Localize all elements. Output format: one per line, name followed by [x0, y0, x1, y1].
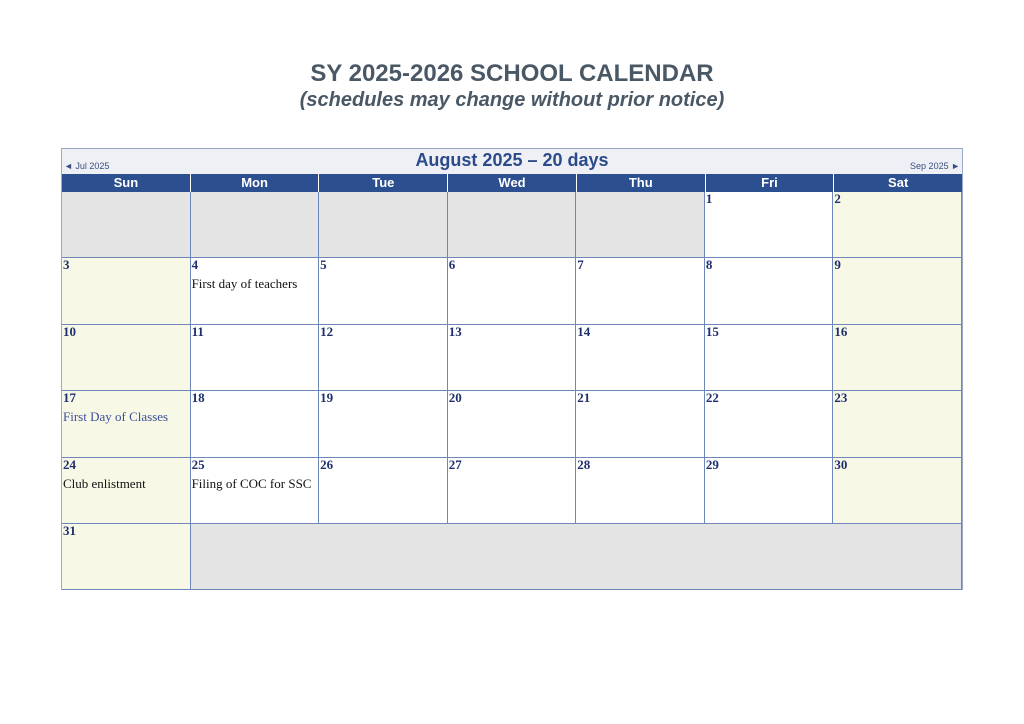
day-number: 25 [191, 456, 205, 472]
day-number: 11 [191, 323, 204, 339]
day-number: 22 [705, 390, 719, 406]
day-number: 26 [320, 456, 334, 472]
weekday-sat: Sat [834, 174, 962, 192]
empty-day-cell [319, 192, 448, 258]
empty-day-cell [191, 524, 962, 590]
day-cell[interactable] [576, 325, 705, 391]
day-cell[interactable] [705, 192, 834, 258]
day-cell[interactable] [705, 258, 834, 324]
weekday-tue: Tue [319, 174, 448, 192]
weekday-fri: Fri [706, 174, 835, 192]
day-number: 5 [320, 257, 327, 273]
day-number: 15 [705, 323, 719, 339]
empty-day-cell [576, 192, 705, 258]
day-grid [62, 192, 962, 590]
next-month-link[interactable]: Sep 2025 ► [910, 161, 960, 171]
previous-month-link[interactable]: ◄ Jul 2025 [64, 161, 110, 171]
day-cell[interactable] [191, 391, 320, 457]
day-cell[interactable] [576, 258, 705, 324]
day-number: 2 [834, 191, 841, 206]
day-cell[interactable] [319, 391, 448, 457]
day-cell[interactable] [62, 391, 191, 457]
day-number: 23 [834, 390, 848, 406]
day-cell[interactable] [191, 458, 320, 524]
empty-day-cell [62, 192, 191, 258]
day-number: 27 [448, 456, 462, 472]
day-event: Club enlistment [63, 475, 146, 491]
day-cell[interactable] [319, 325, 448, 391]
day-cell[interactable] [705, 325, 834, 391]
day-cell[interactable] [448, 458, 577, 524]
day-number: 12 [320, 323, 334, 339]
day-number: 8 [705, 257, 713, 273]
day-cell[interactable] [833, 458, 962, 524]
day-number: 6 [448, 257, 456, 273]
day-cell[interactable] [576, 391, 705, 457]
day-cell[interactable] [833, 258, 962, 324]
day-cell[interactable] [448, 391, 577, 457]
day-event: Filing of COC for SSC [191, 475, 312, 491]
weekday-header-row [62, 174, 962, 192]
day-cell[interactable] [705, 391, 834, 457]
day-number: 18 [191, 390, 205, 406]
day-cell[interactable] [705, 458, 834, 524]
month-calendar [61, 148, 963, 590]
calendar-subtitle: (schedules may change without prior notice) [299, 89, 725, 111]
day-number: 29 [705, 456, 719, 472]
day-number: 9 [834, 257, 841, 273]
month-header [62, 149, 962, 174]
day-number: 3 [63, 257, 70, 273]
day-cell[interactable] [191, 325, 320, 391]
day-cell[interactable] [448, 258, 577, 324]
day-cell[interactable] [62, 325, 191, 391]
weekday-thu: Thu [577, 174, 706, 192]
day-cell[interactable] [62, 524, 191, 590]
day-number: 4 [191, 257, 199, 273]
day-number: 21 [577, 390, 591, 406]
day-event: First Day of Classes [63, 409, 169, 425]
day-cell[interactable] [576, 458, 705, 524]
day-cell[interactable] [62, 258, 191, 324]
month-title: August 2025 – 20 days [415, 150, 609, 170]
day-number: 31 [63, 523, 76, 538]
day-cell[interactable] [833, 325, 962, 391]
day-number: 24 [63, 456, 76, 472]
empty-day-cell [448, 192, 577, 258]
day-number: 7 [577, 257, 584, 273]
day-cell[interactable] [833, 391, 962, 457]
day-cell[interactable] [833, 192, 962, 258]
day-number: 28 [577, 456, 591, 472]
day-number: 20 [448, 390, 462, 406]
empty-day-cell [191, 192, 320, 258]
day-cell[interactable] [191, 258, 320, 324]
day-number: 17 [63, 390, 76, 406]
day-number: 19 [320, 390, 334, 406]
day-number: 1 [705, 191, 713, 206]
weekday-mon: Mon [191, 174, 320, 192]
calendar-title: SY 2025-2026 SCHOOL CALENDAR [310, 60, 714, 87]
day-number: 16 [834, 323, 848, 339]
day-number: 13 [448, 323, 462, 339]
day-cell[interactable] [62, 458, 191, 524]
day-cell[interactable] [319, 458, 448, 524]
day-cell[interactable] [448, 325, 577, 391]
day-number: 30 [834, 456, 848, 472]
day-cell[interactable] [319, 258, 448, 324]
day-event: First day of teachers [191, 276, 298, 292]
weekday-sun: Sun [62, 174, 191, 192]
day-number: 14 [577, 323, 591, 339]
day-number: 10 [63, 323, 76, 339]
weekday-wed: Wed [448, 174, 577, 192]
